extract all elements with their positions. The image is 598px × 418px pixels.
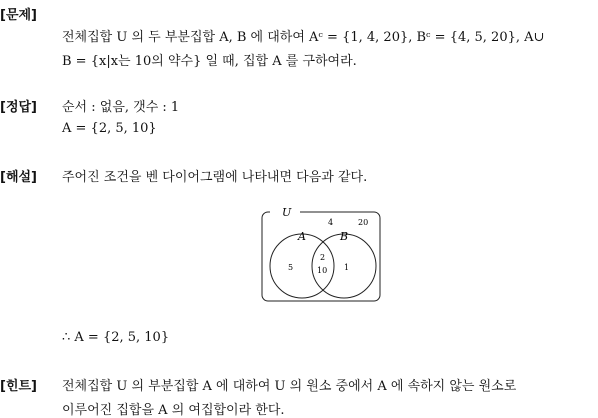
problem-line-2: B = {x|x는 10의 약수} 일 때, 집합 A 를 구하여라. [62, 54, 357, 69]
intersection-element: 2 [320, 253, 326, 262]
universe-label: U [282, 206, 292, 219]
outside-element: 20 [358, 218, 369, 227]
answer-line-1: 순서 : 없음, 갯수 : 1 [62, 100, 180, 115]
hint-line-2: 이루어진 집합을 A 의 여집합이라 한다. [62, 403, 285, 418]
answer-set: A = {2, 5, 10} [62, 121, 157, 136]
hint-line-1: 전체집합 U 의 부분집합 A 에 대하여 U 의 원소 중에서 A 에 속하지 않는 원소로 [62, 379, 517, 394]
explanation-conclusion: ∴ A = {2, 5, 10} [62, 330, 170, 345]
only-a-element: 5 [288, 263, 294, 272]
hint-tag: [힌트] [0, 379, 37, 394]
problem-tag: [문제] [0, 8, 37, 23]
venn-diagram [256, 206, 384, 304]
outside-element: 4 [328, 218, 334, 227]
explanation-line-1: 주어진 조건을 벤 다이어그램에 나타내면 다음과 같다. [62, 170, 368, 185]
only-b-element: 1 [344, 263, 350, 272]
explanation-tag: [해설] [0, 170, 37, 185]
set-a-label: A [298, 230, 306, 243]
set-b-label: B [340, 230, 349, 243]
problem-line-1: 전체집합 U 의 두 부분집합 A, B 에 대하여 Aᶜ = {1, 4, 20}, Bᶜ = {4, 5, 20}, A∪ [62, 30, 545, 45]
answer-tag: [정답] [0, 100, 37, 115]
intersection-element: 10 [317, 266, 328, 275]
